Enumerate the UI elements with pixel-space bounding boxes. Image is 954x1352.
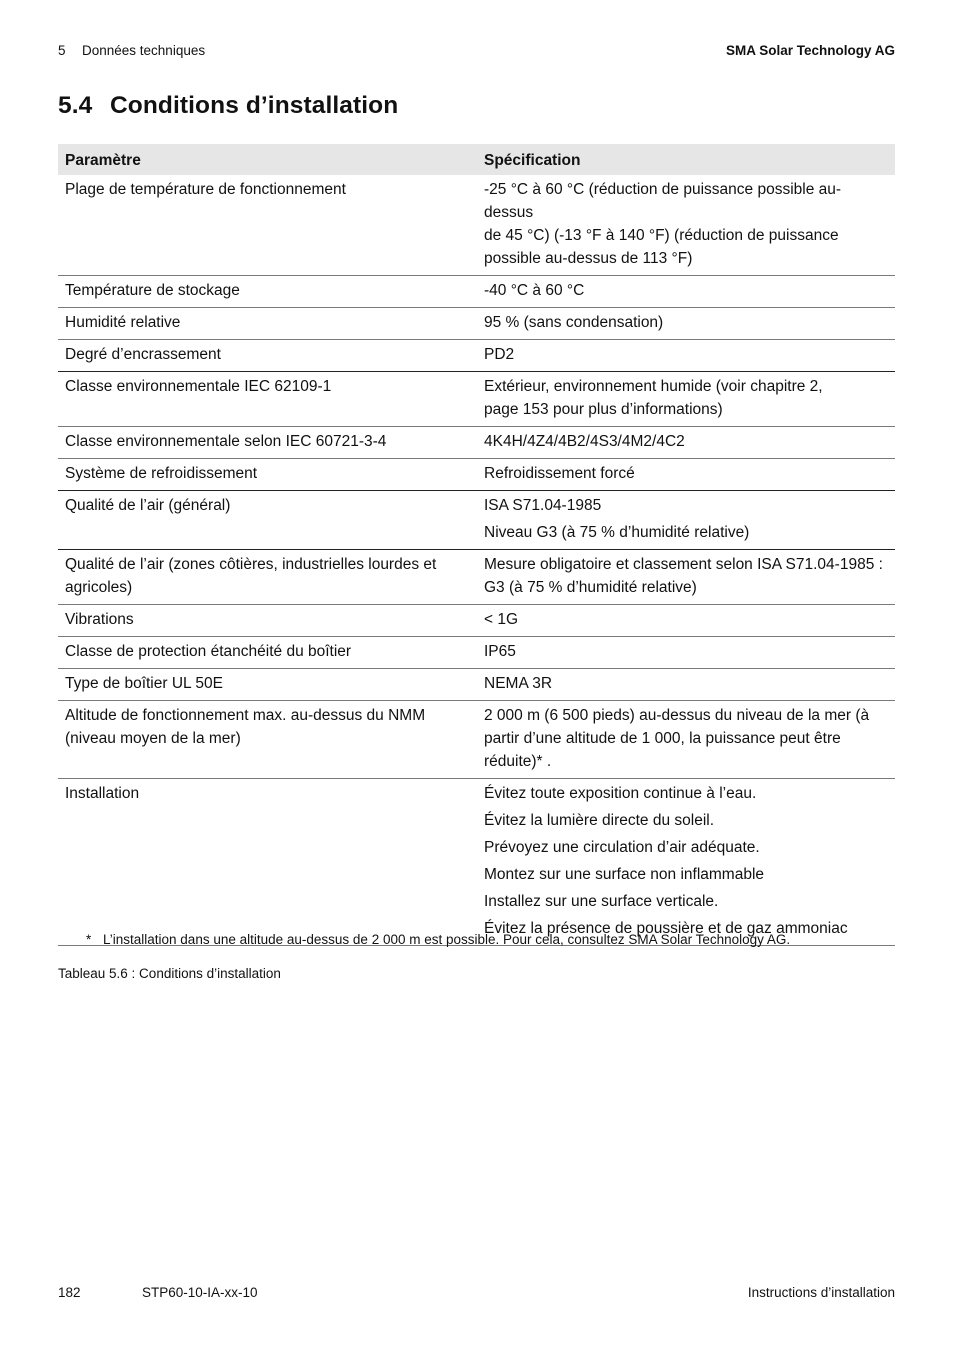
table-row [58, 605, 895, 637]
table-row [58, 637, 895, 669]
param-line: Qualité de l’air (zones côtières, industrielles lourdes et [65, 556, 437, 573]
param-line: Altitude de fonctionnement max. au-dessus du NMM [65, 707, 426, 724]
spec-line: Installez sur une surface verticale. [484, 893, 719, 910]
spec-cell [477, 491, 895, 550]
installation-conditions-table [58, 144, 895, 946]
table-row [58, 175, 895, 276]
spec-line: page 153 pour plus d’informations) [484, 401, 723, 418]
spec-cell [477, 550, 895, 605]
table-row [58, 701, 895, 779]
page-number: 182 [58, 1285, 81, 1300]
chapter-number: 5 [58, 43, 66, 58]
param-cell: Vibrations [58, 605, 477, 637]
section-title [58, 92, 398, 120]
param-cell: Installation [58, 779, 477, 946]
param-cell: Classe environnementale selon IEC 60721-3-4 [58, 427, 477, 459]
spec-line: partir d’une altitude de 1 000, la puissance peut être [484, 730, 841, 747]
table-row [58, 491, 895, 550]
spec-cell: < 1G [477, 605, 895, 637]
table-footnote [58, 932, 790, 947]
section-title-text: Conditions d’installation [110, 92, 399, 119]
chapter-info [58, 43, 205, 58]
table-row [58, 779, 895, 946]
spec-line: de 45 °C) (-13 °F à 140 °F) (réduction de puissance [484, 227, 839, 244]
chapter-title: Données techniques [82, 43, 206, 58]
document-id: STP60-10-IA-xx-10 [142, 1285, 258, 1300]
column-header-parametre: Paramètre [58, 144, 477, 175]
footnote-text: L’installation dans une altitude au-dessus de 2 000 m est possible. Pour cela, consultez SMA Solar Technology AG. [103, 932, 791, 947]
spec-cell [477, 779, 895, 946]
param-cell: Classe environnementale IEC 62109-1 [58, 372, 477, 427]
spec-cell: Refroidissement forcé [477, 459, 895, 491]
table-row [58, 308, 895, 340]
spec-cell: 95 % (sans condensation) [477, 308, 895, 340]
table-header-row [58, 144, 895, 175]
spec-line: Mesure obligatoire et classement selon ISA S71.04-1985 : [484, 556, 883, 573]
page-footer [58, 1285, 895, 1305]
table-row [58, 459, 895, 491]
param-cell: Degré d’encrassement [58, 340, 477, 372]
spec-line: 2 000 m (6 500 pieds) au-dessus du niveau de la mer (à [484, 707, 870, 724]
param-line: agricoles) [65, 579, 133, 596]
spec-cell [477, 175, 895, 276]
page-header [58, 43, 895, 63]
param-cell [58, 701, 477, 779]
param-cell [58, 550, 477, 605]
spec-line: Prévoyez une circulation d’air adéquate. [484, 839, 760, 856]
spec-cell: PD2 [477, 340, 895, 372]
param-cell: Humidité relative [58, 308, 477, 340]
company-name: SMA Solar Technology AG [725, 43, 895, 58]
spec-line: Niveau G3 (à 75 % d’humidité relative) [484, 524, 750, 541]
param-line: (niveau moyen de la mer) [65, 730, 241, 747]
table-row [58, 669, 895, 701]
spec-cell: IP65 [477, 637, 895, 669]
table-row [58, 276, 895, 308]
param-cell: Température de stockage [58, 276, 477, 308]
param-cell: Type de boîtier UL 50E [58, 669, 477, 701]
spec-line: Montez sur une surface non inflammable [484, 866, 765, 883]
spec-line: réduite)* . [484, 753, 552, 770]
section-number: 5.4 [58, 92, 93, 119]
spec-line: Extérieur, environnement humide (voir chapitre 2, [484, 378, 823, 395]
param-cell: Classe de protection étanchéité du boîtier [58, 637, 477, 669]
param-cell: Qualité de l’air (général) [58, 491, 477, 550]
spec-cell [477, 372, 895, 427]
spec-cell: 4K4H/4Z4/4B2/4S3/4M2/4C2 [477, 427, 895, 459]
param-cell: Système de refroidissement [58, 459, 477, 491]
spec-line: Évitez la présence de poussière et de gaz ammoniac [484, 920, 848, 937]
table-row [58, 427, 895, 459]
table-caption: Tableau 5.6 : Conditions d’installation [58, 966, 281, 981]
table-row [58, 372, 895, 427]
spec-cell: NEMA 3R [477, 669, 895, 701]
param-cell: Plage de température de fonctionnement [58, 175, 477, 276]
spec-line: Évitez toute exposition continue à l’eau. [484, 785, 757, 802]
column-header-specification: Spécification [477, 144, 895, 175]
document-title: Instructions d’installation [747, 1285, 895, 1300]
table-row [58, 550, 895, 605]
spec-line: Évitez la lumière directe du soleil. [484, 812, 715, 829]
spec-line: G3 (à 75 % d’humidité relative) [484, 579, 697, 596]
spec-line: ISA S71.04-1985 [484, 497, 602, 514]
table-row [58, 340, 895, 372]
spec-cell: -40 °C à 60 °C [477, 276, 895, 308]
spec-cell [477, 701, 895, 779]
spec-line: -25 °C à 60 °C (réduction de puissance possible au-dessus [484, 181, 842, 221]
footnote-marker: * [86, 932, 92, 947]
spec-line: possible au-dessus de 113 °F) [484, 250, 693, 267]
